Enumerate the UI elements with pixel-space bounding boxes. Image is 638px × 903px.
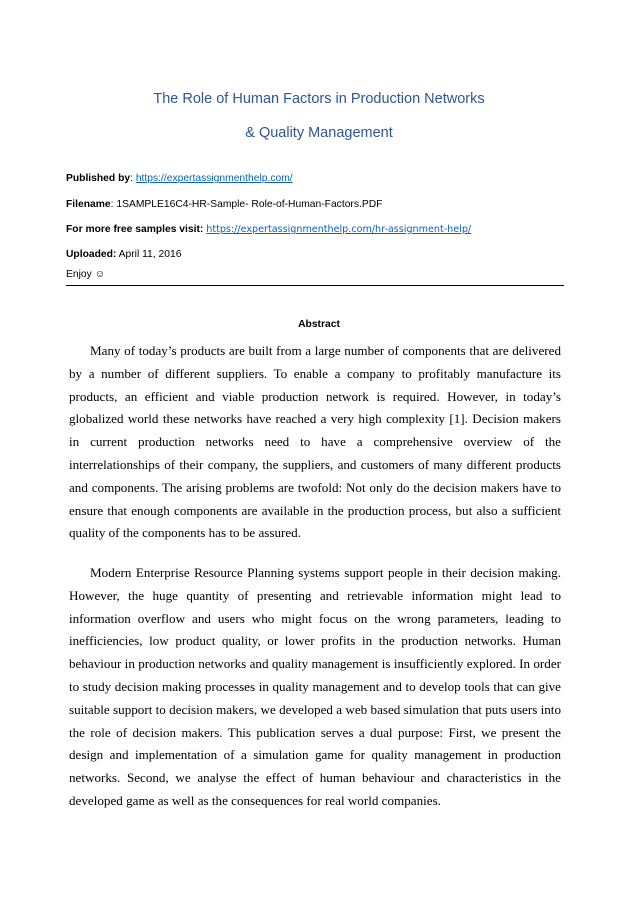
published-link[interactable]: https://expertassignmenthelp.com/ [135,173,293,184]
abstract-paragraph-1: Many of today’s products are built from a large number of components that are delivered by a number of different suppliers. To enable a company to profitably manufacture its products, an efficient and viable production network is required. However, in today’s globalized world these networks have reached a very high complexity [1]. Decision makers in current production networks need to have a comprehensive overview of the interrelationships of their company, the suppliers, and customers of many different products and components. The arising problems are twofold: Not only do the decision makers have to ensure that enough components are available in the production process, but also a sufficient quality of the components has to be assured. [69,343,561,541]
horizontal-rule [66,285,564,286]
samples-label: For more free samples visit [66,224,200,235]
filename-value: 1SAMPLE16C4-HR-Sample- Role-of-Human-Factors.PDF [116,199,383,210]
uploaded-value: April 11, 2016 [118,249,182,260]
enjoy-line [66,269,566,280]
published-by-line: Published by: https://expertassignmenthelp.com/ [66,173,293,184]
samples-link[interactable]: https://expertassignmenthelp.com/hr-assignment-help/ [206,224,472,235]
filename-line: Filename: 1SAMPLE16C4-HR-Sample- Role-of-Human-Factors.PDF [66,199,383,210]
enjoy-text: Enjoy [66,269,92,280]
document-title-line-1: The Role of Human Factors in Production Networks [153,91,485,107]
filename-label: Filename [66,199,111,210]
abstract-heading: Abstract [298,319,340,330]
document-title-line-2: & Quality Management [245,125,393,141]
uploaded-label: Uploaded: [66,249,117,260]
abstract-paragraph-2: Modern Enterprise Resource Planning systems support people in their decision making. However, the huge quantity of presenting and retrievable information might lead to information overflow and users who might focus on the wrong parameters, leading to inefficiencies, low product quality, or lower profits in the production networks. Human behaviour in production networks and quality management is insufficiently explored. In order to study decision making processes in quality management and to develop tools that can give suitable support to decision makers, we developed a web based simulation that puts users into the role of decision makers. This publication serves a dual purpose: First, we present the design and implementation of a simulation game for quality management in production networks. Second, we analyse the effect of human behaviour and characteristics in the developed game as well as the consequences for real world companies. [69,565,561,808]
uploaded-line [66,249,566,260]
smiley-icon: ☺ [94,269,106,280]
samples-line: For more free samples visit: https://expertassignmenthelp.com/hr-assignment-help/ [66,224,472,235]
published-label: Published by [66,173,131,184]
